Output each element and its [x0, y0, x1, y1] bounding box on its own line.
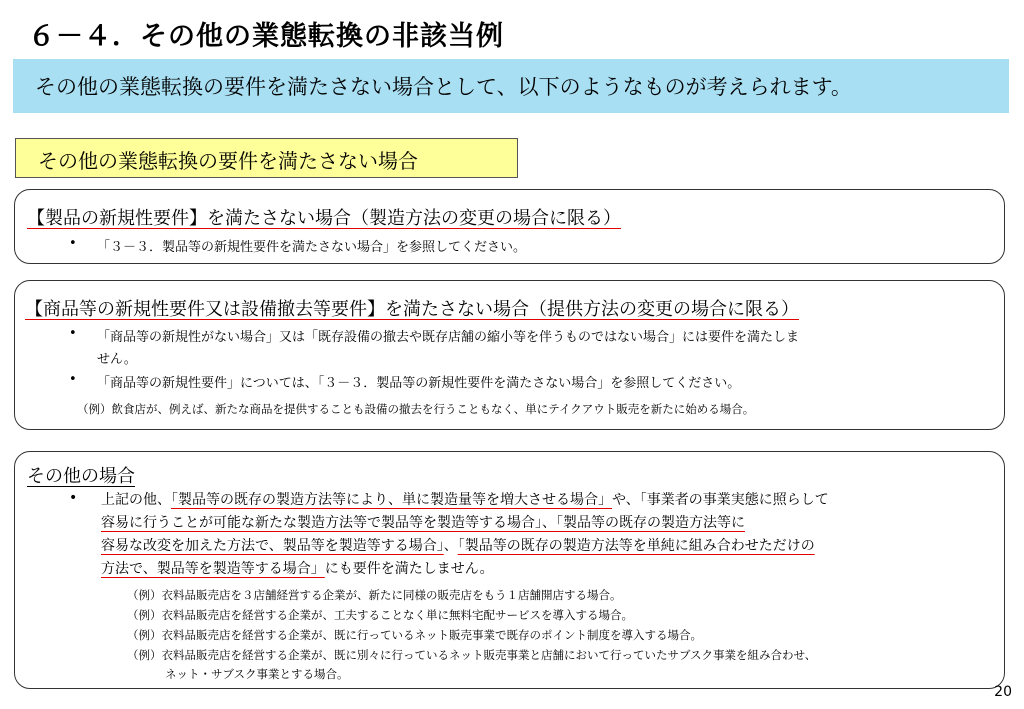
other-cases-line-2: 容易に行うことが可能な新たな製造方法等で製品等を製造等する場合」、「製品等の既存の製造方法等に	[101, 515, 745, 531]
goods-novelty-bullet-2: 「商品等の新規性要件」については、「３－３．製品等の新規性要件を満たさない場合」を参照してください。	[97, 376, 741, 391]
other-cases-line-1: 上記の他、「製品等の既存の製造方法等により、単に製造量等を増大させる場合」や、「事業者の事業実態に照らして	[101, 492, 829, 508]
goods-novelty-example: （例）飲食店が、例えば、新たな商品を提供することも設備の撤去を行うこともなく、単にテイクアウト販売を新たに始める場合。	[77, 402, 755, 416]
page-title: ６－４．その他の業態転換の非該当例	[28, 21, 504, 52]
intro-text: その他の業態転換の要件を満たさない場合として、以下のようなものが考えられます。	[35, 75, 852, 99]
other-cases-line-4: 方法で、製品等を製造等する場合」にも要件を満たしません。	[101, 561, 494, 577]
section-label-text: その他の業態転換の要件を満たさない場合	[38, 149, 418, 173]
bullet-icon: •	[69, 236, 77, 251]
product-novelty-heading: 【製品の新規性要件】を満たさない場合（製造方法の変更の場合に限る）	[27, 208, 621, 229]
page-number: 20	[994, 684, 1012, 700]
section-label	[15, 138, 518, 178]
other-cases-example-4: （例）衣料品販売店を経営する企業が、既に別々に行っているネット販売事業と店舗において行っていたサブスク事業を組み合わせ、	[127, 648, 817, 662]
product-novelty-box	[14, 189, 1005, 264]
bullet-icon: •	[69, 372, 77, 387]
bullet-icon: •	[69, 490, 78, 506]
other-cases-example-4-cont: ネット・サブスク事業とする場合。	[165, 667, 349, 681]
other-cases-example-1: （例）衣料品販売店を３店舗経営する企業が、新たに同様の販売店をもう１店舗開店する場合。	[127, 588, 622, 602]
other-cases-box	[14, 451, 1005, 689]
other-cases-example-3: （例）衣料品販売店を経営する企業が、既に行っているネット販売事業で既存のポイント制度を導入する場合。	[127, 628, 702, 642]
product-novelty-bullet: 「３－３．製品等の新規性要件を満たさない場合」を参照してください。	[97, 240, 527, 255]
goods-novelty-heading: 【商品等の新規性要件又は設備撤去等要件】を満たさない場合（提供方法の変更の場合に限る）	[25, 299, 799, 320]
goods-novelty-bullet-1a: 「商品等の新規性がない場合」又は「既存設備の撤去や既存店舗の縮小等を伴うものではない場合」には要件を満たしま	[97, 330, 800, 345]
other-cases-heading: その他の場合	[27, 466, 135, 487]
other-cases-line-3: 容易な改変を加えた方法で、製品等を製造等する場合」、「製品等の既存の製造方法等を単純に組み合わせただけの	[101, 538, 815, 554]
bullet-icon: •	[69, 326, 77, 341]
other-cases-example-2: （例）衣料品販売店を経営する企業が、工夫することなく単に無料宅配サービスを導入する場合。	[127, 608, 633, 622]
goods-novelty-bullet-1b: せん。	[97, 352, 137, 367]
goods-novelty-box	[14, 280, 1005, 430]
intro-banner	[13, 59, 1009, 113]
